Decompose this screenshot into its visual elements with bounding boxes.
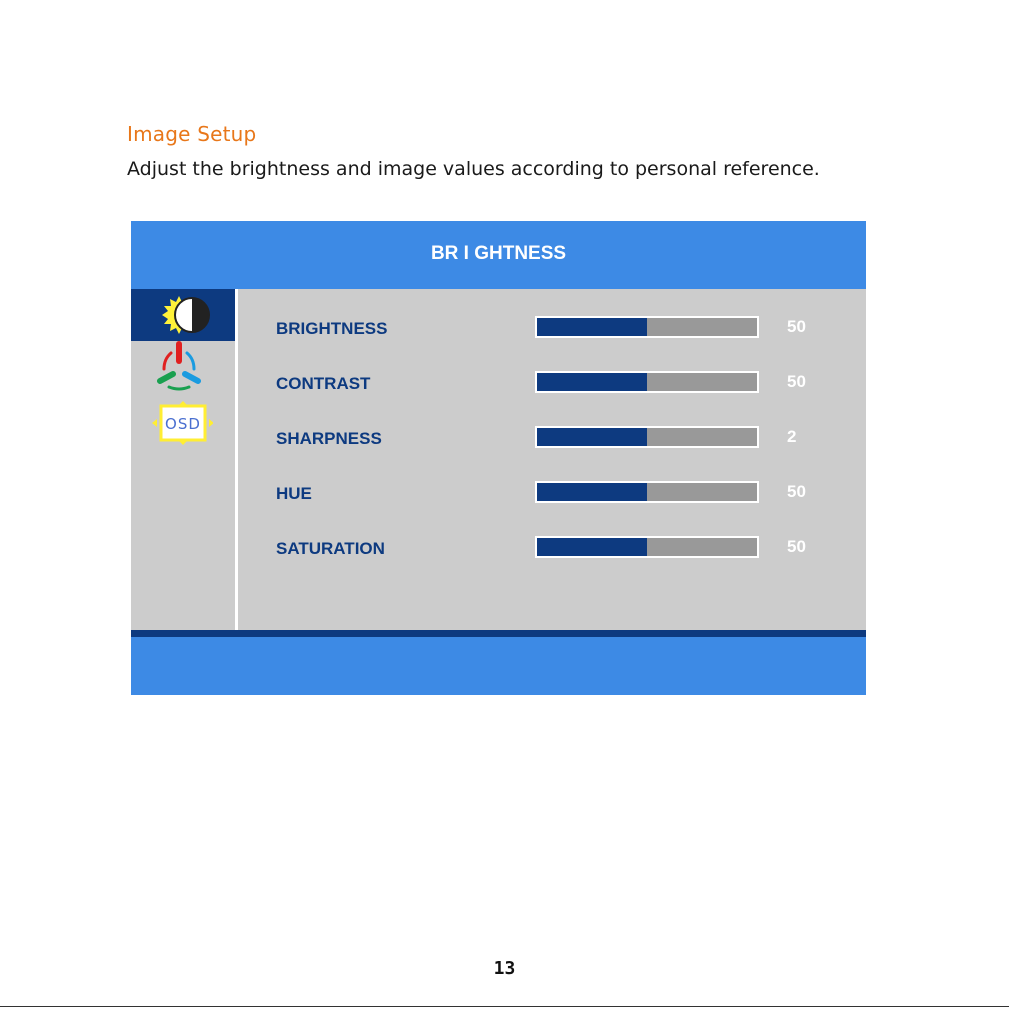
setting-row-hue [131, 481, 866, 505]
osd-sidebar [131, 289, 235, 630]
hue-label: HUE [276, 484, 312, 503]
setting-row-sharpness [131, 426, 866, 450]
sharpness-slider-fill [537, 428, 647, 446]
brightness-value: 50 [787, 317, 806, 336]
page-bottom-rule [0, 1006, 1009, 1007]
section-title: Image Setup [127, 122, 257, 146]
contrast-value: 50 [787, 372, 806, 391]
brightness-label: BRIGHTNESS [276, 319, 388, 338]
hue-slider-fill [537, 483, 647, 501]
osd-icon-label: OSD [165, 415, 201, 433]
sharpness-label: SHARPNESS [276, 429, 382, 448]
contrast-label: CONTRAST [276, 374, 371, 393]
brightness-slider[interactable] [535, 316, 759, 338]
hue-slider[interactable] [535, 481, 759, 503]
setting-row-saturation [131, 536, 866, 560]
section-description: Adjust the brightness and image values according to personal reference. [127, 158, 820, 180]
sharpness-value: 2 [787, 427, 797, 446]
setting-row-contrast [131, 371, 866, 395]
saturation-label: SATURATION [276, 539, 385, 558]
contrast-slider-fill [537, 373, 647, 391]
contrast-slider[interactable] [535, 371, 759, 393]
osd-menu [131, 221, 866, 695]
hue-value: 50 [787, 482, 806, 501]
saturation-slider-fill [537, 538, 647, 556]
osd-header [131, 221, 866, 289]
saturation-value: 50 [787, 537, 806, 556]
page-number: 13 [493, 958, 516, 979]
saturation-slider[interactable] [535, 536, 759, 558]
sharpness-slider[interactable] [535, 426, 759, 448]
osd-footer-divider [131, 630, 866, 637]
osd-title: BR I GHTNESS [430, 243, 567, 264]
brightness-slider-fill [537, 318, 647, 336]
osd-footer [131, 637, 866, 695]
setting-row-brightness [131, 316, 866, 340]
sidebar-divider [235, 289, 238, 630]
